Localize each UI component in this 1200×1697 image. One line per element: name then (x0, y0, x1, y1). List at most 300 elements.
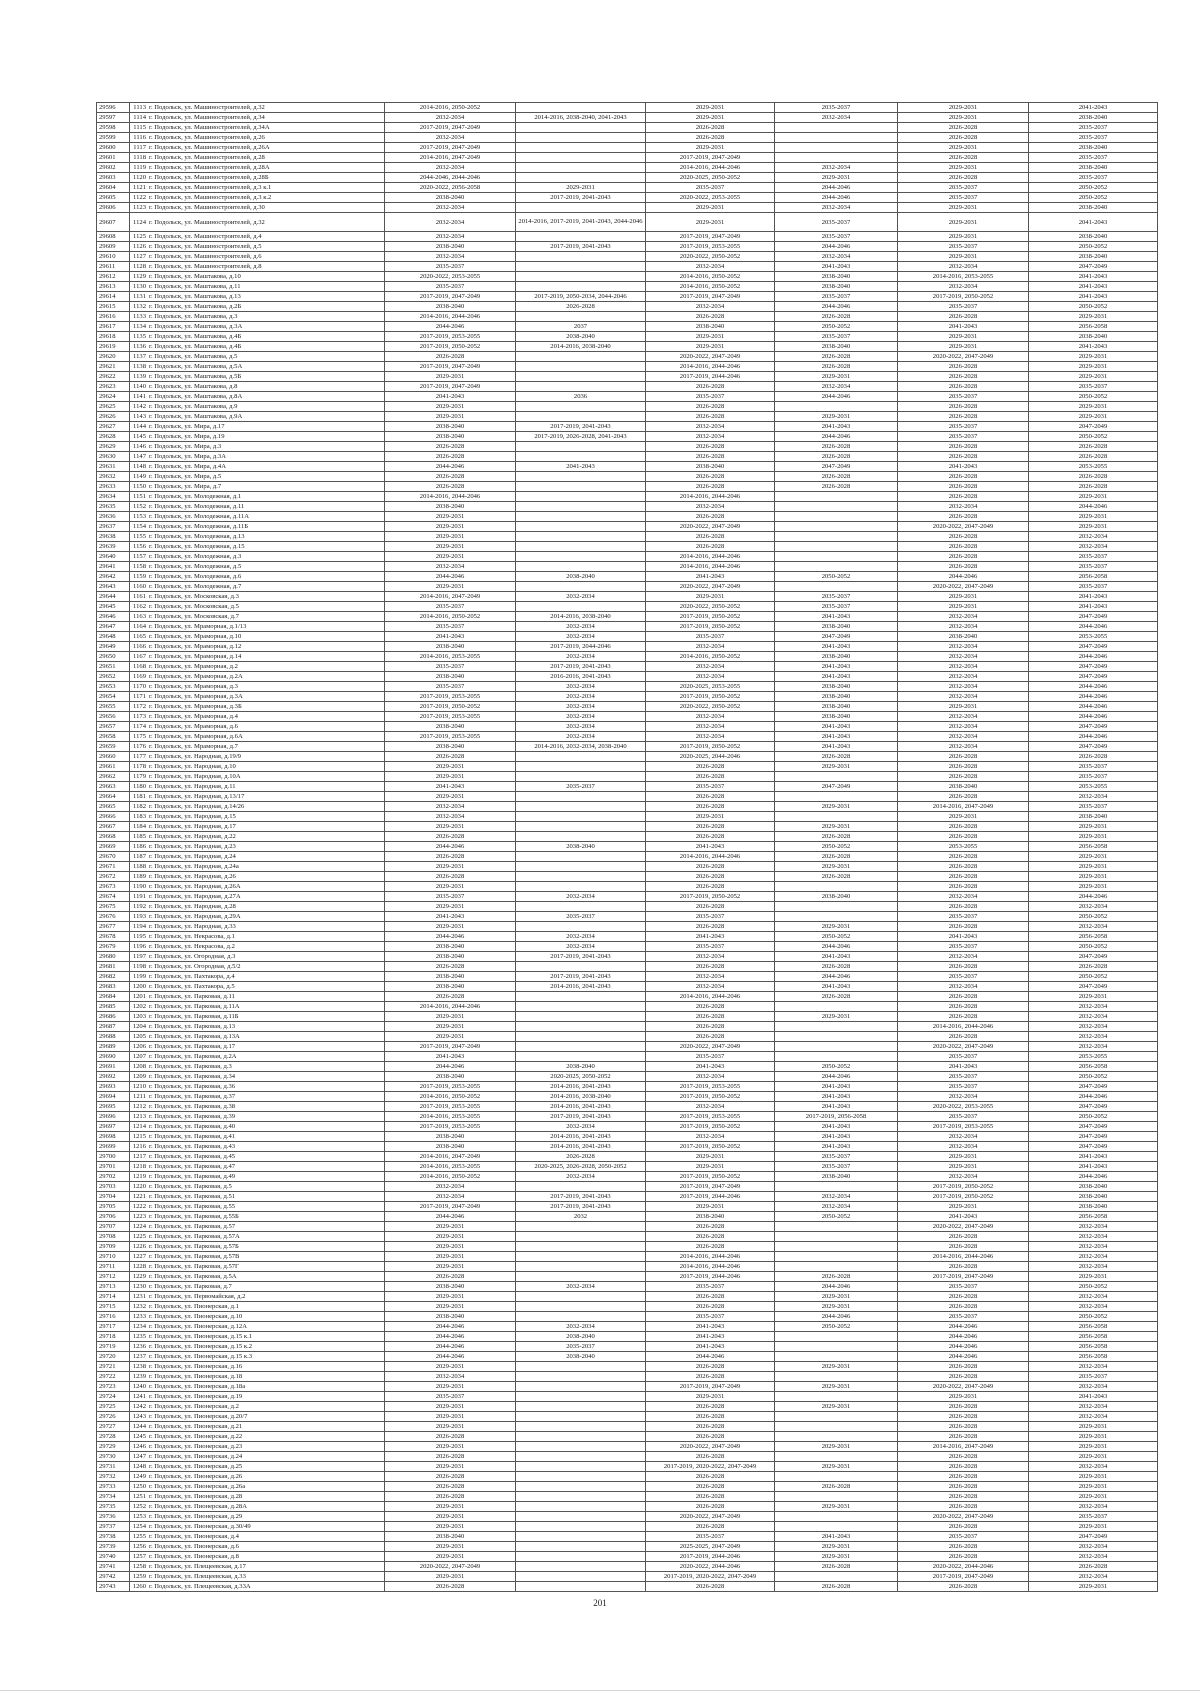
period-col-9: 2029-2031 (1029, 352, 1158, 362)
row-number: 1190 (130, 882, 148, 892)
period-col-4: 2014-2016, 2053-2055 (385, 1112, 516, 1122)
period-col-7 (775, 882, 898, 892)
table-row (97, 1292, 1158, 1302)
row-number: 1208 (130, 1062, 148, 1072)
period-col-5 (516, 902, 646, 912)
address: г. Подольск, ул. Маштакова, д.5 (147, 352, 385, 362)
period-col-4: 2029-2031 (385, 922, 516, 932)
period-col-7 (775, 532, 898, 542)
row-number: 1142 (130, 402, 148, 412)
period-col-5: 2041-2043 (516, 462, 646, 472)
address: г. Подольск, ул. Парковая, д.55Б (147, 1212, 385, 1222)
period-col-7: 2041-2043 (775, 422, 898, 432)
period-col-7 (775, 552, 898, 562)
period-col-4: 2026-2028 (385, 472, 516, 482)
period-col-4: 2017-2019, 2047-2049 (385, 1042, 516, 1052)
row-number: 1216 (130, 1142, 148, 1152)
period-col-5: 2038-2040 (516, 1062, 646, 1072)
table-row (97, 1372, 1158, 1382)
record-id: 29638 (97, 532, 130, 542)
period-col-4: 2029-2031 (385, 772, 516, 782)
address: г. Подольск, ул. Мраморная, д.7 (147, 742, 385, 752)
period-col-5 (516, 442, 646, 452)
period-col-7: 2035-2037 (775, 292, 898, 302)
table-row (97, 432, 1158, 442)
period-col-8: 2032-2034 (898, 612, 1029, 622)
record-id: 29619 (97, 342, 130, 352)
period-col-7: 2044-2046 (775, 942, 898, 952)
table-row (97, 1582, 1158, 1592)
table-row (97, 1432, 1158, 1442)
period-col-4: 2029-2031 (385, 792, 516, 802)
period-col-7: 2032-2034 (775, 382, 898, 392)
period-col-8: 2020-2022, 2047-2049 (898, 582, 1029, 592)
period-col-6: 2020-2022, 2050-2052 (646, 602, 775, 612)
period-col-7: 2029-2031 (775, 802, 898, 812)
table-row (97, 1042, 1158, 1052)
period-col-7: 2032-2034 (775, 1192, 898, 1202)
period-col-5 (516, 1372, 646, 1382)
record-id: 29688 (97, 1032, 130, 1042)
period-col-5 (516, 1562, 646, 1572)
address: г. Подольск, ул. Пионерская, д.21 (147, 1422, 385, 1432)
table-row (97, 282, 1158, 292)
row-number: 1147 (130, 452, 148, 462)
period-col-4: 2041-2043 (385, 1052, 516, 1062)
period-col-8: 2035-2037 (898, 1532, 1029, 1542)
row-number: 1237 (130, 1352, 148, 1362)
record-id: 29608 (97, 232, 130, 242)
period-col-8: 2026-2028 (898, 1472, 1029, 1482)
row-number: 1183 (130, 812, 148, 822)
period-col-6: 2017-2019, 2047-2049 (646, 1382, 775, 1392)
row-number: 1137 (130, 352, 148, 362)
period-col-9: 2032-2034 (1029, 1252, 1158, 1262)
period-col-9: 2050-2052 (1029, 972, 1158, 982)
period-col-8: 2029-2031 (898, 143, 1029, 153)
period-col-7 (775, 1432, 898, 1442)
period-col-9: 2029-2031 (1029, 832, 1158, 842)
record-id: 29649 (97, 642, 130, 652)
period-col-8: 2044-2046 (898, 1342, 1029, 1352)
row-number: 1204 (130, 1022, 148, 1032)
period-col-6: 2026-2028 (646, 882, 775, 892)
period-col-8: 2032-2034 (898, 642, 1029, 652)
period-col-4: 2038-2040 (385, 642, 516, 652)
record-id: 29696 (97, 1112, 130, 1122)
period-col-7: 2050-2052 (775, 322, 898, 332)
period-col-5: 2016-2016, 2041-2043 (516, 672, 646, 682)
address: г. Подольск, ул. Народная, д.11 (147, 782, 385, 792)
period-col-9: 2050-2052 (1029, 193, 1158, 203)
period-col-5: 2014-2016, 2038-2040 (516, 612, 646, 622)
period-col-5: 2017-2019, 2041-2043 (516, 1202, 646, 1212)
address: г. Подольск, ул. Народная, д.28 (147, 902, 385, 912)
address: г. Подольск, ул. Парковая, д.11А (147, 1002, 385, 1012)
record-id: 29681 (97, 962, 130, 972)
period-col-7: 2029-2031 (775, 1552, 898, 1562)
period-col-7 (775, 902, 898, 912)
period-col-9: 2038-2040 (1029, 812, 1158, 822)
period-col-4: 2029-2031 (385, 1292, 516, 1302)
record-id: 29686 (97, 1012, 130, 1022)
period-col-9: 2026-2028 (1029, 1562, 1158, 1572)
address: г. Подольск, ул. Парковая, д.3 (147, 1062, 385, 1072)
record-id: 29741 (97, 1562, 130, 1572)
period-col-8: 2029-2031 (898, 602, 1029, 612)
row-number: 1231 (130, 1292, 148, 1302)
period-col-7: 2044-2046 (775, 1282, 898, 1292)
period-col-7: 2032-2034 (775, 1202, 898, 1212)
period-col-6: 2026-2028 (646, 762, 775, 772)
record-id: 29613 (97, 282, 130, 292)
period-col-8: 2032-2034 (898, 672, 1029, 682)
period-col-5: 2014-2016, 2041-2043 (516, 982, 646, 992)
period-col-7 (775, 1182, 898, 1192)
period-col-7: 2026-2028 (775, 752, 898, 762)
period-col-8: 2026-2028 (898, 1032, 1029, 1042)
period-col-6: 2032-2034 (646, 712, 775, 722)
period-col-8: 2026-2028 (898, 1002, 1029, 1012)
period-col-6: 2014-2016, 2044-2046 (646, 1252, 775, 1262)
period-col-6: 2032-2034 (646, 432, 775, 442)
table-row (97, 992, 1158, 1002)
record-id: 29596 (97, 103, 130, 113)
period-col-5 (516, 382, 646, 392)
record-id: 29628 (97, 432, 130, 442)
period-col-4: 2032-2034 (385, 1182, 516, 1192)
record-id: 29633 (97, 482, 130, 492)
record-id: 29738 (97, 1532, 130, 1542)
period-col-7: 2050-2052 (775, 1212, 898, 1222)
period-col-6: 2020-2022, 2047-2049 (646, 1042, 775, 1052)
table-row (97, 952, 1158, 962)
period-col-8: 2032-2034 (898, 1142, 1029, 1152)
period-col-6: 2029-2031 (646, 143, 775, 153)
period-col-6: 2041-2043 (646, 1062, 775, 1072)
period-col-4: 2017-2019, 2053-2055 (385, 1082, 516, 1092)
address: г. Подольск, ул. Пионерская, д.22 (147, 1432, 385, 1442)
record-id: 29601 (97, 153, 130, 163)
period-col-9: 2035-2037 (1029, 153, 1158, 163)
period-col-9: 2029-2031 (1029, 852, 1158, 862)
period-col-4: 2038-2040 (385, 422, 516, 432)
period-col-6: 2026-2028 (646, 772, 775, 782)
table-row (97, 1102, 1158, 1112)
period-col-7 (775, 1032, 898, 1042)
address: г. Подольск, ул. Парковая, д.34 (147, 1072, 385, 1082)
period-col-8: 2026-2028 (898, 133, 1029, 143)
period-col-4: 2038-2040 (385, 1532, 516, 1542)
period-col-8: 2026-2028 (898, 442, 1029, 452)
period-col-7: 2029-2031 (775, 1402, 898, 1412)
period-col-4: 2038-2040 (385, 242, 516, 252)
period-col-7 (775, 1512, 898, 1522)
period-col-7: 2041-2043 (775, 612, 898, 622)
period-col-5: 2026-2028 (516, 1152, 646, 1162)
table-row (97, 762, 1158, 772)
period-col-8: 2026-2028 (898, 1422, 1029, 1432)
period-col-5: 2014-2016, 2041-2043 (516, 1082, 646, 1092)
period-col-9: 2032-2034 (1029, 1542, 1158, 1552)
address: г. Подольск, ул. Молодежная, д.11А (147, 512, 385, 522)
period-col-9: 2050-2052 (1029, 392, 1158, 402)
address: г. Подольск, ул. Пионерская, д.28 (147, 1492, 385, 1502)
table-row (97, 1122, 1158, 1132)
period-col-8: 2029-2031 (898, 252, 1029, 262)
row-number: 1238 (130, 1362, 148, 1372)
period-col-7: 2044-2046 (775, 193, 898, 203)
period-col-9: 2056-2058 (1029, 1332, 1158, 1342)
period-col-6: 2026-2028 (646, 1002, 775, 1012)
period-col-9: 2038-2040 (1029, 252, 1158, 262)
period-col-8: 2041-2043 (898, 1062, 1029, 1072)
period-col-9: 2032-2034 (1029, 1222, 1158, 1232)
table-row (97, 392, 1158, 402)
period-col-5 (516, 232, 646, 242)
period-col-9: 2056-2058 (1029, 1342, 1158, 1352)
period-col-9: 2035-2037 (1029, 582, 1158, 592)
period-col-8: 2020-2022, 2047-2049 (898, 352, 1029, 362)
period-col-5 (516, 173, 646, 183)
period-col-8: 2032-2034 (898, 682, 1029, 692)
period-col-8: 2026-2028 (898, 532, 1029, 542)
period-col-7: 2029-2031 (775, 173, 898, 183)
row-number: 1115 (130, 123, 148, 133)
row-number: 1168 (130, 662, 148, 672)
period-col-6: 2020-2025, 2053-2055 (646, 682, 775, 692)
table-row (97, 113, 1158, 123)
address: г. Подольск, ул. Пионерская, д.2 (147, 1402, 385, 1412)
table-row (97, 1552, 1158, 1562)
period-col-8: 2026-2028 (898, 852, 1029, 862)
record-id: 29663 (97, 782, 130, 792)
period-col-9: 2035-2037 (1029, 123, 1158, 133)
period-col-4: 2041-2043 (385, 392, 516, 402)
record-id: 29598 (97, 123, 130, 133)
period-col-5 (516, 1542, 646, 1552)
period-col-5 (516, 812, 646, 822)
period-col-4: 2044-2046 (385, 1332, 516, 1342)
table-row (97, 1202, 1158, 1212)
record-id: 29673 (97, 882, 130, 892)
table-row (97, 822, 1158, 832)
period-col-7: 2041-2043 (775, 1532, 898, 1542)
period-col-8: 2032-2034 (898, 742, 1029, 752)
period-col-8: 2032-2034 (898, 722, 1029, 732)
period-col-4: 2032-2034 (385, 133, 516, 143)
table-row (97, 123, 1158, 133)
period-col-8: 2035-2037 (898, 942, 1029, 952)
table-row (97, 502, 1158, 512)
address: г. Подольск, ул. Пионерская, д.4 (147, 1532, 385, 1542)
period-col-4: 2020-2022, 2053-2055 (385, 272, 516, 282)
period-col-7: 2029-2031 (775, 862, 898, 872)
period-col-8: 2026-2028 (898, 862, 1029, 872)
table-row (97, 1282, 1158, 1292)
record-id: 29611 (97, 262, 130, 272)
row-number: 1136 (130, 342, 148, 352)
address: г. Подольск, ул. Пионерская, д.6 (147, 1542, 385, 1552)
period-col-9: 2026-2028 (1029, 482, 1158, 492)
period-col-5 (516, 1422, 646, 1432)
record-id: 29736 (97, 1512, 130, 1522)
period-col-4: 2029-2031 (385, 762, 516, 772)
period-col-9: 2044-2046 (1029, 732, 1158, 742)
record-id: 29734 (97, 1492, 130, 1502)
period-col-7 (775, 792, 898, 802)
period-col-6: 2020-2022, 2047-2049 (646, 1442, 775, 1452)
period-col-9: 2041-2043 (1029, 292, 1158, 302)
record-id: 29599 (97, 133, 130, 143)
period-col-5: 2017-2019, 2041-2043 (516, 193, 646, 203)
table-row (97, 1522, 1158, 1532)
row-number: 1224 (130, 1222, 148, 1232)
period-col-5 (516, 1432, 646, 1442)
period-col-9: 2047-2049 (1029, 672, 1158, 682)
period-col-8: 2026-2028 (898, 1012, 1029, 1022)
period-col-8: 2020-2022, 2047-2049 (898, 522, 1029, 532)
period-col-8: 2044-2046 (898, 1332, 1029, 1342)
period-col-7: 2041-2043 (775, 1122, 898, 1132)
row-number: 1196 (130, 942, 148, 952)
row-number: 1144 (130, 422, 148, 432)
address: г. Подольск, ул. Некрасова, д.2 (147, 942, 385, 952)
period-col-6: 2029-2031 (646, 103, 775, 113)
address: г. Подольск, ул. Машиностроителей, д.5 (147, 242, 385, 252)
table-row (97, 712, 1158, 722)
period-col-7: 2029-2031 (775, 1382, 898, 1392)
record-id: 29700 (97, 1152, 130, 1162)
record-id: 29704 (97, 1192, 130, 1202)
address: г. Подольск, ул. Огородная, д.3 (147, 952, 385, 962)
period-col-4: 2038-2040 (385, 742, 516, 752)
row-number: 1191 (130, 892, 148, 902)
period-col-7: 2026-2028 (775, 362, 898, 372)
period-col-6: 2017-2019, 2044-2046 (646, 1552, 775, 1562)
table-row (97, 1242, 1158, 1252)
period-col-7: 2026-2028 (775, 1482, 898, 1492)
period-col-8: 2026-2028 (898, 123, 1029, 133)
period-col-4: 2044-2046 (385, 1322, 516, 1332)
address: г. Подольск, ул. Мира, д.4А (147, 462, 385, 472)
address: г. Подольск, ул. Парковая, д.57Б (147, 1242, 385, 1252)
row-number: 1229 (130, 1272, 148, 1282)
period-col-6: 2026-2028 (646, 1472, 775, 1482)
period-col-4: 2032-2034 (385, 203, 516, 213)
period-col-8: 2026-2028 (898, 1362, 1029, 1372)
record-id: 29680 (97, 952, 130, 962)
row-number: 1132 (130, 302, 148, 312)
table-row (97, 412, 1158, 422)
record-id: 29647 (97, 622, 130, 632)
address: г. Подольск, ул. Пионерская, д.26 (147, 1472, 385, 1482)
period-col-6: 2026-2028 (646, 123, 775, 133)
period-col-7 (775, 502, 898, 512)
period-col-7: 2026-2028 (775, 452, 898, 462)
period-col-6: 2026-2028 (646, 412, 775, 422)
address: г. Подольск, ул. Машиностроителей, д.3 к.1 (147, 183, 385, 193)
period-col-9: 2029-2031 (1029, 1442, 1158, 1452)
period-col-4: 2029-2031 (385, 1222, 516, 1232)
row-number: 1211 (130, 1092, 148, 1102)
period-col-9: 2047-2049 (1029, 1532, 1158, 1542)
address: г. Подольск, ул. Молодежная, д.7 (147, 582, 385, 592)
period-col-4: 2035-2037 (385, 262, 516, 272)
table-row (97, 662, 1158, 672)
period-col-8: 2026-2028 (898, 872, 1029, 882)
period-col-4: 2029-2031 (385, 412, 516, 422)
period-col-5 (516, 822, 646, 832)
table-row (97, 1132, 1158, 1142)
period-col-9: 2038-2040 (1029, 1182, 1158, 1192)
row-number: 1209 (130, 1072, 148, 1082)
period-col-8: 2032-2034 (898, 732, 1029, 742)
period-col-9: 2029-2031 (1029, 1482, 1158, 1492)
record-id: 29602 (97, 163, 130, 173)
period-col-5 (516, 992, 646, 1002)
period-col-6: 2026-2028 (646, 962, 775, 972)
period-col-7: 2041-2043 (775, 262, 898, 272)
table-row (97, 812, 1158, 822)
period-col-9: 2032-2034 (1029, 1262, 1158, 1272)
period-col-8: 2035-2037 (898, 912, 1029, 922)
address: г. Подольск, ул. Пахтакора, д.5 (147, 982, 385, 992)
table-row (97, 652, 1158, 662)
record-id: 29687 (97, 1022, 130, 1032)
row-number: 1242 (130, 1402, 148, 1412)
period-col-4: 2029-2031 (385, 1232, 516, 1242)
period-col-9: 2047-2049 (1029, 1132, 1158, 1142)
row-number: 1252 (130, 1502, 148, 1512)
period-col-8: 2026-2028 (898, 1482, 1029, 1492)
row-number: 1193 (130, 912, 148, 922)
period-col-4: 2038-2040 (385, 972, 516, 982)
period-col-9: 2029-2031 (1029, 1472, 1158, 1482)
period-col-8: 2026-2028 (898, 792, 1029, 802)
table-row (97, 642, 1158, 652)
period-col-4: 2038-2040 (385, 952, 516, 962)
period-col-7 (775, 1412, 898, 1422)
period-col-9: 2029-2031 (1029, 492, 1158, 502)
row-number: 1170 (130, 682, 148, 692)
period-col-7 (775, 1002, 898, 1012)
period-col-9: 2044-2046 (1029, 622, 1158, 632)
address: г. Подольск, ул. Парковая, д.39 (147, 1112, 385, 1122)
row-number: 1172 (130, 702, 148, 712)
row-number: 1189 (130, 872, 148, 882)
period-col-6: 2020-2022, 2050-2052 (646, 702, 775, 712)
period-col-8: 2029-2031 (898, 812, 1029, 822)
period-col-5 (516, 1512, 646, 1522)
table-row (97, 183, 1158, 193)
period-col-6: 2026-2028 (646, 382, 775, 392)
table-row (97, 133, 1158, 143)
period-col-8: 2032-2034 (898, 502, 1029, 512)
period-col-5 (516, 352, 646, 362)
table-row (97, 532, 1158, 542)
period-col-8: 2026-2028 (898, 472, 1029, 482)
row-number: 1228 (130, 1262, 148, 1272)
period-col-6: 2017-2019, 2050-2052 (646, 1092, 775, 1102)
period-col-7: 2044-2046 (775, 972, 898, 982)
address: г. Подольск, ул. Парковая, д.13 (147, 1022, 385, 1032)
address: г. Подольск, ул. Парковая, д.5А (147, 1272, 385, 1282)
row-number: 1182 (130, 802, 148, 812)
period-col-7: 2035-2037 (775, 592, 898, 602)
record-id: 29733 (97, 1482, 130, 1492)
period-col-4: 2014-2016, 2053-2055 (385, 652, 516, 662)
